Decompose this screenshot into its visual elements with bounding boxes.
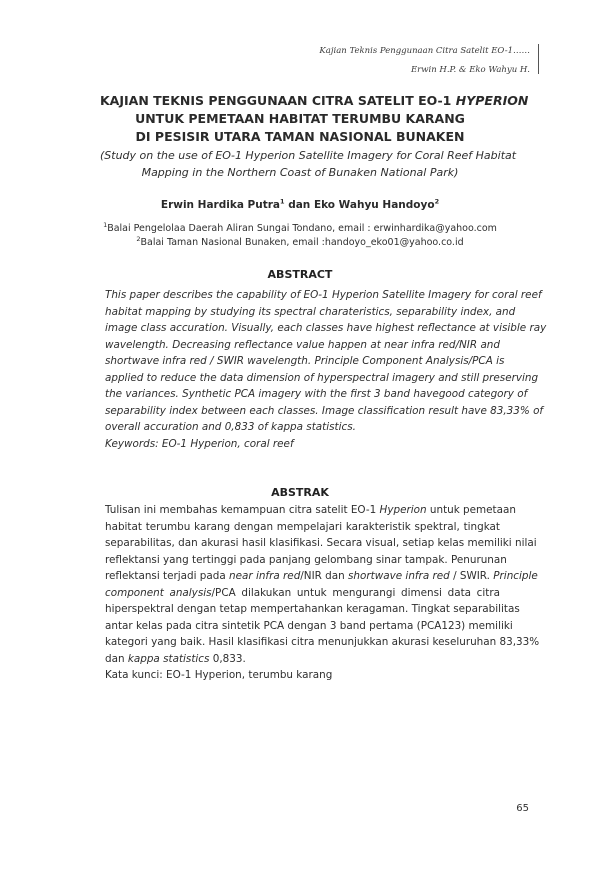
abstrak-line: Tulisan ini membahas kemampuan citra satelit EO-1 Hyperion untuk pemetaan	[105, 504, 516, 516]
abstrak-line: antar kelas pada citra sintetik PCA dengan 3 band pertama (PCA123) memiliki	[105, 619, 513, 632]
title-line-2: UNTUK PEMETAAN HABITAT TERUMBU KARANG	[135, 111, 465, 126]
title-line-3: DI PESISIR UTARA TAMAN NASIONAL BUNAKEN	[135, 129, 465, 144]
abstract-line: the variances. Synthetic PCA imagery with the first 3 band havegood category of	[105, 388, 528, 400]
abstrak-body	[105, 502, 540, 684]
abstract-line: overall accuration and 0,833 of kappa statistics.	[105, 421, 356, 433]
affiliation-2-text: Balai Taman Nasional Bunaken, email :handoyo_eko01@yahoo.co.id	[140, 237, 464, 248]
author-line	[100, 199, 500, 211]
author-2: Eko Wahyu Handoyo	[313, 199, 435, 211]
subtitle-line-1: (Study on the use of EO-1 Hyperion Satellite Imagery for Coral Reef Habitat	[100, 149, 517, 162]
subtitle-line-2: Mapping in the Northern Coast of Bunaken National Park)	[141, 166, 459, 179]
abstrak-line: component analysis/PCA dilakukan untuk mengurangi dimensi data citra	[105, 586, 500, 599]
abstract-line: applied to reduce the data dimension of hyperspectral imagery and still preserving	[105, 371, 539, 384]
running-header-authors: Erwin H.P. & Eko Wahyu H.	[410, 65, 530, 75]
affiliation-1-sup: 1	[103, 220, 108, 229]
abstrak-line: dan kappa statistics 0,833.	[105, 652, 246, 665]
header-divider	[538, 44, 539, 74]
author-connector: dan	[284, 199, 314, 211]
abstract-line: separability index between each classes. Image classification result have 83,33% of	[105, 404, 544, 417]
abstrak-heading: ABSTRAK	[271, 486, 329, 499]
affiliations	[100, 222, 500, 250]
paper-title	[100, 92, 529, 146]
english-subtitle	[100, 147, 517, 181]
abstract-heading: ABSTRACT	[267, 268, 333, 281]
abstrak-line: separabilitas, dan akurasi hasil klasifikasi. Secara visual, setiap kelas memiliki nilai	[105, 537, 537, 549]
abstract-line: wavelength. Decreasing reflectance value happen at near infra red/NIR and	[105, 338, 500, 351]
abstrak-line: reflektansi yang tertinggi pada panjang gelombang sinar tampak. Penurunan	[105, 553, 507, 566]
running-header	[319, 42, 530, 80]
abstract-line: shortwave infra red / SWIR wavelength. Principle Component Analysis/PCA is	[105, 355, 505, 367]
abstract-body	[105, 287, 547, 452]
abstrak-line: kategori yang baik. Hasil klasifikasi citra menunjukkan akurasi keseluruhan 83,33%	[105, 636, 540, 648]
author-2-sup: 2	[434, 197, 440, 206]
affiliation-1	[100, 222, 500, 236]
abstrak-line: hiperspektral dengan tetap mempertahankan keragaman. Tingkat separabilitas	[105, 603, 520, 615]
author-1: Erwin Hardika Putra	[160, 199, 281, 211]
affiliation-1-text: Balai Pengelolaa Daerah Aliran Sungai Tondano, email : erwinhardika@yahoo.com	[107, 223, 497, 234]
running-header-title: Kajian Teknis Penggunaan Citra Satelit EO-1……	[319, 46, 530, 56]
title-line-1	[100, 92, 529, 110]
abstrak-keywords: Kata kunci: EO-1 Hyperion, terumbu karang	[105, 669, 333, 681]
affiliation-2-sup: 2	[136, 234, 141, 243]
abstract-keywords: Keywords: EO-1 Hyperion, coral reef	[105, 437, 294, 450]
page-number: 65	[516, 803, 529, 814]
abstrak-line: habitat terumbu karang dengan mempelajari karakteristik spektral, tingkat	[105, 520, 500, 533]
abstract-line: This paper describes the capability of EO-1 Hyperion Satellite Imagery for coral reef	[105, 289, 542, 301]
abstrak-line: reflektansi terjadi pada near infra red/NIR dan shortwave infra red / SWIR. Principle	[105, 570, 538, 582]
title-line-1-text: KAJIAN TEKNIS PENGGUNAAN CITRA SATELIT EO-1	[100, 93, 452, 108]
abstract-line: image class accuration. Visually, each classes have highest reflectance at visible ray	[105, 322, 547, 334]
affiliation-2	[100, 236, 500, 250]
author-1-sup: 1	[280, 197, 285, 206]
title-line-1-italic: HYPERION	[455, 93, 529, 108]
abstract-line: habitat mapping by studying its spectral charateristics, separability index, and	[105, 305, 516, 318]
